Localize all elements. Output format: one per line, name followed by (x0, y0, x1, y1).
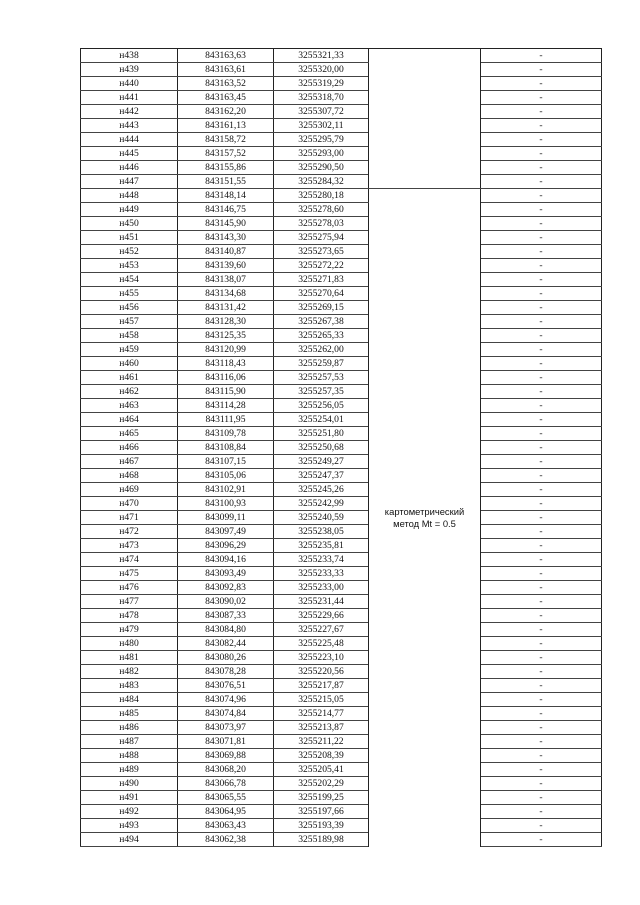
accuracy-cell: - (481, 245, 602, 259)
x-coordinate-cell: 843162,20 (178, 105, 274, 119)
accuracy-cell: - (481, 763, 602, 777)
x-coordinate-cell: 843163,52 (178, 77, 274, 91)
x-coordinate-cell: 843094,16 (178, 553, 274, 567)
table-row (81, 105, 602, 119)
x-coordinate-cell: 843100,93 (178, 497, 274, 511)
y-coordinate-cell: 3255247,37 (274, 469, 369, 483)
table-row (81, 511, 602, 525)
x-coordinate-cell: 843074,84 (178, 707, 274, 721)
method-label-line1: картометрический (384, 505, 465, 517)
accuracy-cell: - (481, 805, 602, 819)
table-row (81, 315, 602, 329)
y-coordinate-cell: 3255208,39 (274, 749, 369, 763)
accuracy-cell: - (481, 357, 602, 371)
x-coordinate-cell: 843163,45 (178, 91, 274, 105)
y-coordinate-cell: 3255257,53 (274, 371, 369, 385)
y-coordinate-cell: 3255240,59 (274, 511, 369, 525)
accuracy-cell: - (481, 371, 602, 385)
y-coordinate-cell: 3255271,83 (274, 273, 369, 287)
point-id-cell: н491 (81, 791, 178, 805)
y-coordinate-cell: 3255250,68 (274, 441, 369, 455)
table-row (81, 91, 602, 105)
table-row (81, 301, 602, 315)
point-id-cell: н467 (81, 455, 178, 469)
x-coordinate-cell: 843069,88 (178, 749, 274, 763)
point-id-cell: н465 (81, 427, 178, 441)
x-coordinate-cell: 843105,06 (178, 469, 274, 483)
table-row (81, 581, 602, 595)
x-coordinate-cell: 843145,90 (178, 217, 274, 231)
table-row (81, 623, 602, 637)
x-coordinate-cell: 843163,61 (178, 63, 274, 77)
table-row (81, 539, 602, 553)
coordinates-table (80, 48, 601, 864)
table-row (81, 441, 602, 455)
x-coordinate-cell: 843146,75 (178, 203, 274, 217)
point-id-cell: н477 (81, 595, 178, 609)
point-id-cell: н486 (81, 721, 178, 735)
y-coordinate-cell: 3255211,22 (274, 735, 369, 749)
point-id-cell: н458 (81, 329, 178, 343)
point-id-cell: н476 (81, 581, 178, 595)
y-coordinate-cell: 3255307,72 (274, 105, 369, 119)
x-coordinate-cell: 843062,38 (178, 833, 274, 847)
method-label-line2: метод Mt = 0.5 (393, 517, 456, 529)
y-coordinate-cell: 3255217,87 (274, 679, 369, 693)
point-id-cell: н450 (81, 217, 178, 231)
point-id-cell: н472 (81, 525, 178, 539)
accuracy-cell: - (481, 735, 602, 749)
accuracy-cell: - (481, 511, 602, 525)
table-row (81, 399, 602, 413)
point-id-cell: н453 (81, 259, 178, 273)
accuracy-cell: - (481, 679, 602, 693)
x-coordinate-cell: 843073,97 (178, 721, 274, 735)
method-cell (369, 189, 481, 847)
point-id-cell: н484 (81, 693, 178, 707)
x-coordinate-cell: 843107,15 (178, 455, 274, 469)
x-coordinate-cell: 843163,63 (178, 49, 274, 63)
table-row (81, 777, 602, 791)
y-coordinate-cell: 3255259,87 (274, 357, 369, 371)
table-row (81, 357, 602, 371)
table-row (81, 609, 602, 623)
point-id-cell: н445 (81, 147, 178, 161)
accuracy-cell: - (481, 105, 602, 119)
x-coordinate-cell: 843099,11 (178, 511, 274, 525)
point-id-cell: н494 (81, 833, 178, 847)
y-coordinate-cell: 3255238,05 (274, 525, 369, 539)
y-coordinate-cell: 3255193,39 (274, 819, 369, 833)
accuracy-cell: - (481, 693, 602, 707)
y-coordinate-cell: 3255278,60 (274, 203, 369, 217)
y-coordinate-cell: 3255233,74 (274, 553, 369, 567)
point-id-cell: н471 (81, 511, 178, 525)
accuracy-cell: - (481, 595, 602, 609)
point-id-cell: н490 (81, 777, 178, 791)
point-id-cell: н492 (81, 805, 178, 819)
table-row (81, 245, 602, 259)
table-row (81, 189, 602, 203)
x-coordinate-cell: 843116,06 (178, 371, 274, 385)
point-id-cell: н452 (81, 245, 178, 259)
accuracy-cell: - (481, 819, 602, 833)
y-coordinate-cell: 3255197,66 (274, 805, 369, 819)
y-coordinate-cell: 3255223,10 (274, 651, 369, 665)
x-coordinate-cell: 843111,95 (178, 413, 274, 427)
x-coordinate-cell: 843093,49 (178, 567, 274, 581)
accuracy-cell: - (481, 329, 602, 343)
accuracy-cell: - (481, 665, 602, 679)
y-coordinate-cell: 3255249,27 (274, 455, 369, 469)
accuracy-cell: - (481, 539, 602, 553)
y-coordinate-cell: 3255319,29 (274, 77, 369, 91)
x-coordinate-cell: 843065,55 (178, 791, 274, 805)
accuracy-cell: - (481, 427, 602, 441)
x-coordinate-cell: 843064,95 (178, 805, 274, 819)
point-id-cell: н462 (81, 385, 178, 399)
y-coordinate-cell: 3255227,67 (274, 623, 369, 637)
accuracy-cell: - (481, 483, 602, 497)
table-row (81, 525, 602, 539)
point-id-cell: н461 (81, 371, 178, 385)
accuracy-cell: - (481, 721, 602, 735)
y-coordinate-cell: 3255242,99 (274, 497, 369, 511)
table-row (81, 413, 602, 427)
accuracy-cell: - (481, 413, 602, 427)
accuracy-cell: - (481, 301, 602, 315)
accuracy-cell: - (481, 161, 602, 175)
y-coordinate-cell: 3255214,77 (274, 707, 369, 721)
table-row (81, 63, 602, 77)
point-id-cell: н460 (81, 357, 178, 371)
y-coordinate-cell: 3255269,15 (274, 301, 369, 315)
x-coordinate-cell: 843143,30 (178, 231, 274, 245)
x-coordinate-cell: 843074,96 (178, 693, 274, 707)
y-coordinate-cell: 3255321,33 (274, 49, 369, 63)
table-row (81, 595, 602, 609)
accuracy-cell: - (481, 385, 602, 399)
table-row (81, 203, 602, 217)
x-coordinate-cell: 843128,30 (178, 315, 274, 329)
y-coordinate-cell: 3255293,00 (274, 147, 369, 161)
point-id-cell: н482 (81, 665, 178, 679)
accuracy-cell: - (481, 119, 602, 133)
table-row (81, 175, 602, 189)
point-id-cell: н469 (81, 483, 178, 497)
point-id-cell: н470 (81, 497, 178, 511)
accuracy-cell: - (481, 749, 602, 763)
point-id-cell: н454 (81, 273, 178, 287)
accuracy-cell: - (481, 63, 602, 77)
point-id-cell: н440 (81, 77, 178, 91)
accuracy-cell: - (481, 343, 602, 357)
accuracy-cell: - (481, 707, 602, 721)
table-row (81, 329, 602, 343)
accuracy-cell: - (481, 567, 602, 581)
point-id-cell: н485 (81, 707, 178, 721)
point-id-cell: н459 (81, 343, 178, 357)
table-row (81, 455, 602, 469)
x-coordinate-cell: 843158,72 (178, 133, 274, 147)
table-row (81, 819, 602, 833)
y-coordinate-cell: 3255254,01 (274, 413, 369, 427)
table-row (81, 287, 602, 301)
table-row (81, 147, 602, 161)
point-id-cell: н489 (81, 763, 178, 777)
y-coordinate-cell: 3255225,48 (274, 637, 369, 651)
table-row (81, 651, 602, 665)
table-row (81, 721, 602, 735)
accuracy-cell: - (481, 315, 602, 329)
accuracy-cell: - (481, 287, 602, 301)
x-coordinate-cell: 843125,35 (178, 329, 274, 343)
accuracy-cell: - (481, 259, 602, 273)
point-id-cell: н451 (81, 231, 178, 245)
accuracy-cell: - (481, 609, 602, 623)
accuracy-cell: - (481, 553, 602, 567)
table-row (81, 707, 602, 721)
point-id-cell: н438 (81, 49, 178, 63)
x-coordinate-cell: 843084,80 (178, 623, 274, 637)
table-row (81, 679, 602, 693)
point-id-cell: н479 (81, 623, 178, 637)
x-coordinate-cell: 843151,55 (178, 175, 274, 189)
accuracy-cell: - (481, 623, 602, 637)
accuracy-cell: - (481, 203, 602, 217)
y-coordinate-cell: 3255231,44 (274, 595, 369, 609)
y-coordinate-cell: 3255229,66 (274, 609, 369, 623)
y-coordinate-cell: 3255189,98 (274, 833, 369, 847)
point-id-cell: н449 (81, 203, 178, 217)
point-id-cell: н439 (81, 63, 178, 77)
y-coordinate-cell: 3255284,32 (274, 175, 369, 189)
x-coordinate-cell: 843078,28 (178, 665, 274, 679)
y-coordinate-cell: 3255245,26 (274, 483, 369, 497)
accuracy-cell: - (481, 833, 602, 847)
point-id-cell: н446 (81, 161, 178, 175)
y-coordinate-cell: 3255199,25 (274, 791, 369, 805)
y-coordinate-cell: 3255202,29 (274, 777, 369, 791)
accuracy-cell: - (481, 777, 602, 791)
x-coordinate-cell: 843096,29 (178, 539, 274, 553)
x-coordinate-cell: 843131,42 (178, 301, 274, 315)
table-row (81, 567, 602, 581)
y-coordinate-cell: 3255280,18 (274, 189, 369, 203)
x-coordinate-cell: 843140,87 (178, 245, 274, 259)
x-coordinate-cell: 843161,13 (178, 119, 274, 133)
point-id-cell: н443 (81, 119, 178, 133)
y-coordinate-cell: 3255262,00 (274, 343, 369, 357)
x-coordinate-cell: 843115,90 (178, 385, 274, 399)
accuracy-cell: - (481, 91, 602, 105)
point-id-cell: н475 (81, 567, 178, 581)
y-coordinate-cell: 3255251,80 (274, 427, 369, 441)
point-id-cell: н442 (81, 105, 178, 119)
point-id-cell: н478 (81, 609, 178, 623)
accuracy-cell: - (481, 637, 602, 651)
y-coordinate-cell: 3255302,11 (274, 119, 369, 133)
y-coordinate-cell: 3255213,87 (274, 721, 369, 735)
y-coordinate-cell: 3255318,70 (274, 91, 369, 105)
table-row (81, 497, 602, 511)
table-body (81, 49, 602, 847)
point-id-cell: н473 (81, 539, 178, 553)
y-coordinate-cell: 3255265,33 (274, 329, 369, 343)
x-coordinate-cell: 843114,28 (178, 399, 274, 413)
table-row (81, 343, 602, 357)
table-row (81, 119, 602, 133)
table-row (81, 385, 602, 399)
x-coordinate-cell: 843102,91 (178, 483, 274, 497)
table-row (81, 217, 602, 231)
accuracy-cell: - (481, 273, 602, 287)
x-coordinate-cell: 843134,68 (178, 287, 274, 301)
x-coordinate-cell: 843080,26 (178, 651, 274, 665)
y-coordinate-cell: 3255270,64 (274, 287, 369, 301)
point-id-cell: н483 (81, 679, 178, 693)
accuracy-cell: - (481, 147, 602, 161)
y-coordinate-cell: 3255290,50 (274, 161, 369, 175)
x-coordinate-cell: 843157,52 (178, 147, 274, 161)
table-row (81, 231, 602, 245)
table-row (81, 833, 602, 847)
x-coordinate-cell: 843097,49 (178, 525, 274, 539)
table-row (81, 371, 602, 385)
table-row (81, 637, 602, 651)
y-coordinate-cell: 3255205,41 (274, 763, 369, 777)
table-row (81, 427, 602, 441)
x-coordinate-cell: 843082,44 (178, 637, 274, 651)
point-id-cell: н466 (81, 441, 178, 455)
y-coordinate-cell: 3255273,65 (274, 245, 369, 259)
x-coordinate-cell: 843148,14 (178, 189, 274, 203)
point-id-cell: н457 (81, 315, 178, 329)
table-row (81, 693, 602, 707)
x-coordinate-cell: 843139,60 (178, 259, 274, 273)
point-id-cell: н456 (81, 301, 178, 315)
table-row (81, 749, 602, 763)
y-coordinate-cell: 3255295,79 (274, 133, 369, 147)
point-id-cell: н487 (81, 735, 178, 749)
x-coordinate-cell: 843071,81 (178, 735, 274, 749)
coordinates-table-grid (80, 48, 602, 847)
x-coordinate-cell: 843108,84 (178, 441, 274, 455)
x-coordinate-cell: 843120,99 (178, 343, 274, 357)
accuracy-cell: - (481, 497, 602, 511)
table-row (81, 259, 602, 273)
table-row (81, 133, 602, 147)
accuracy-cell: - (481, 651, 602, 665)
table-row (81, 763, 602, 777)
y-coordinate-cell: 3255275,94 (274, 231, 369, 245)
table-row (81, 805, 602, 819)
y-coordinate-cell: 3255233,33 (274, 567, 369, 581)
table-row (81, 77, 602, 91)
point-id-cell: н474 (81, 553, 178, 567)
table-row (81, 49, 602, 63)
point-id-cell: н468 (81, 469, 178, 483)
accuracy-cell: - (481, 469, 602, 483)
accuracy-cell: - (481, 77, 602, 91)
x-coordinate-cell: 843138,07 (178, 273, 274, 287)
y-coordinate-cell: 3255257,35 (274, 385, 369, 399)
accuracy-cell: - (481, 791, 602, 805)
point-id-cell: н493 (81, 819, 178, 833)
accuracy-cell: - (481, 133, 602, 147)
y-coordinate-cell: 3255320,00 (274, 63, 369, 77)
y-coordinate-cell: 3255235,81 (274, 539, 369, 553)
x-coordinate-cell: 843066,78 (178, 777, 274, 791)
point-id-cell: н455 (81, 287, 178, 301)
point-id-cell: н441 (81, 91, 178, 105)
point-id-cell: н481 (81, 651, 178, 665)
accuracy-cell: - (481, 525, 602, 539)
x-coordinate-cell: 843118,43 (178, 357, 274, 371)
point-id-cell: н488 (81, 749, 178, 763)
accuracy-cell: - (481, 399, 602, 413)
table-row (81, 665, 602, 679)
point-id-cell: н447 (81, 175, 178, 189)
table-row (81, 791, 602, 805)
table-row (81, 161, 602, 175)
point-id-cell: н480 (81, 637, 178, 651)
accuracy-cell: - (481, 217, 602, 231)
method-cell-upper (369, 49, 481, 189)
x-coordinate-cell: 843068,20 (178, 763, 274, 777)
accuracy-cell: - (481, 581, 602, 595)
table-row (81, 735, 602, 749)
point-id-cell: н463 (81, 399, 178, 413)
y-coordinate-cell: 3255215,05 (274, 693, 369, 707)
table-row (81, 553, 602, 567)
y-coordinate-cell: 3255272,22 (274, 259, 369, 273)
accuracy-cell: - (481, 189, 602, 203)
table-row (81, 483, 602, 497)
x-coordinate-cell: 843109,78 (178, 427, 274, 441)
y-coordinate-cell: 3255267,38 (274, 315, 369, 329)
point-id-cell: н464 (81, 413, 178, 427)
x-coordinate-cell: 843155,86 (178, 161, 274, 175)
y-coordinate-cell: 3255278,03 (274, 217, 369, 231)
accuracy-cell: - (481, 49, 602, 63)
x-coordinate-cell: 843076,51 (178, 679, 274, 693)
accuracy-cell: - (481, 455, 602, 469)
point-id-cell: н444 (81, 133, 178, 147)
x-coordinate-cell: 843090,02 (178, 595, 274, 609)
accuracy-cell: - (481, 175, 602, 189)
y-coordinate-cell: 3255220,56 (274, 665, 369, 679)
x-coordinate-cell: 843063,43 (178, 819, 274, 833)
x-coordinate-cell: 843087,33 (178, 609, 274, 623)
x-coordinate-cell: 843092,83 (178, 581, 274, 595)
table-row (81, 273, 602, 287)
y-coordinate-cell: 3255256,05 (274, 399, 369, 413)
accuracy-cell: - (481, 231, 602, 245)
table-row (81, 469, 602, 483)
point-id-cell: н448 (81, 189, 178, 203)
accuracy-cell: - (481, 441, 602, 455)
y-coordinate-cell: 3255233,00 (274, 581, 369, 595)
